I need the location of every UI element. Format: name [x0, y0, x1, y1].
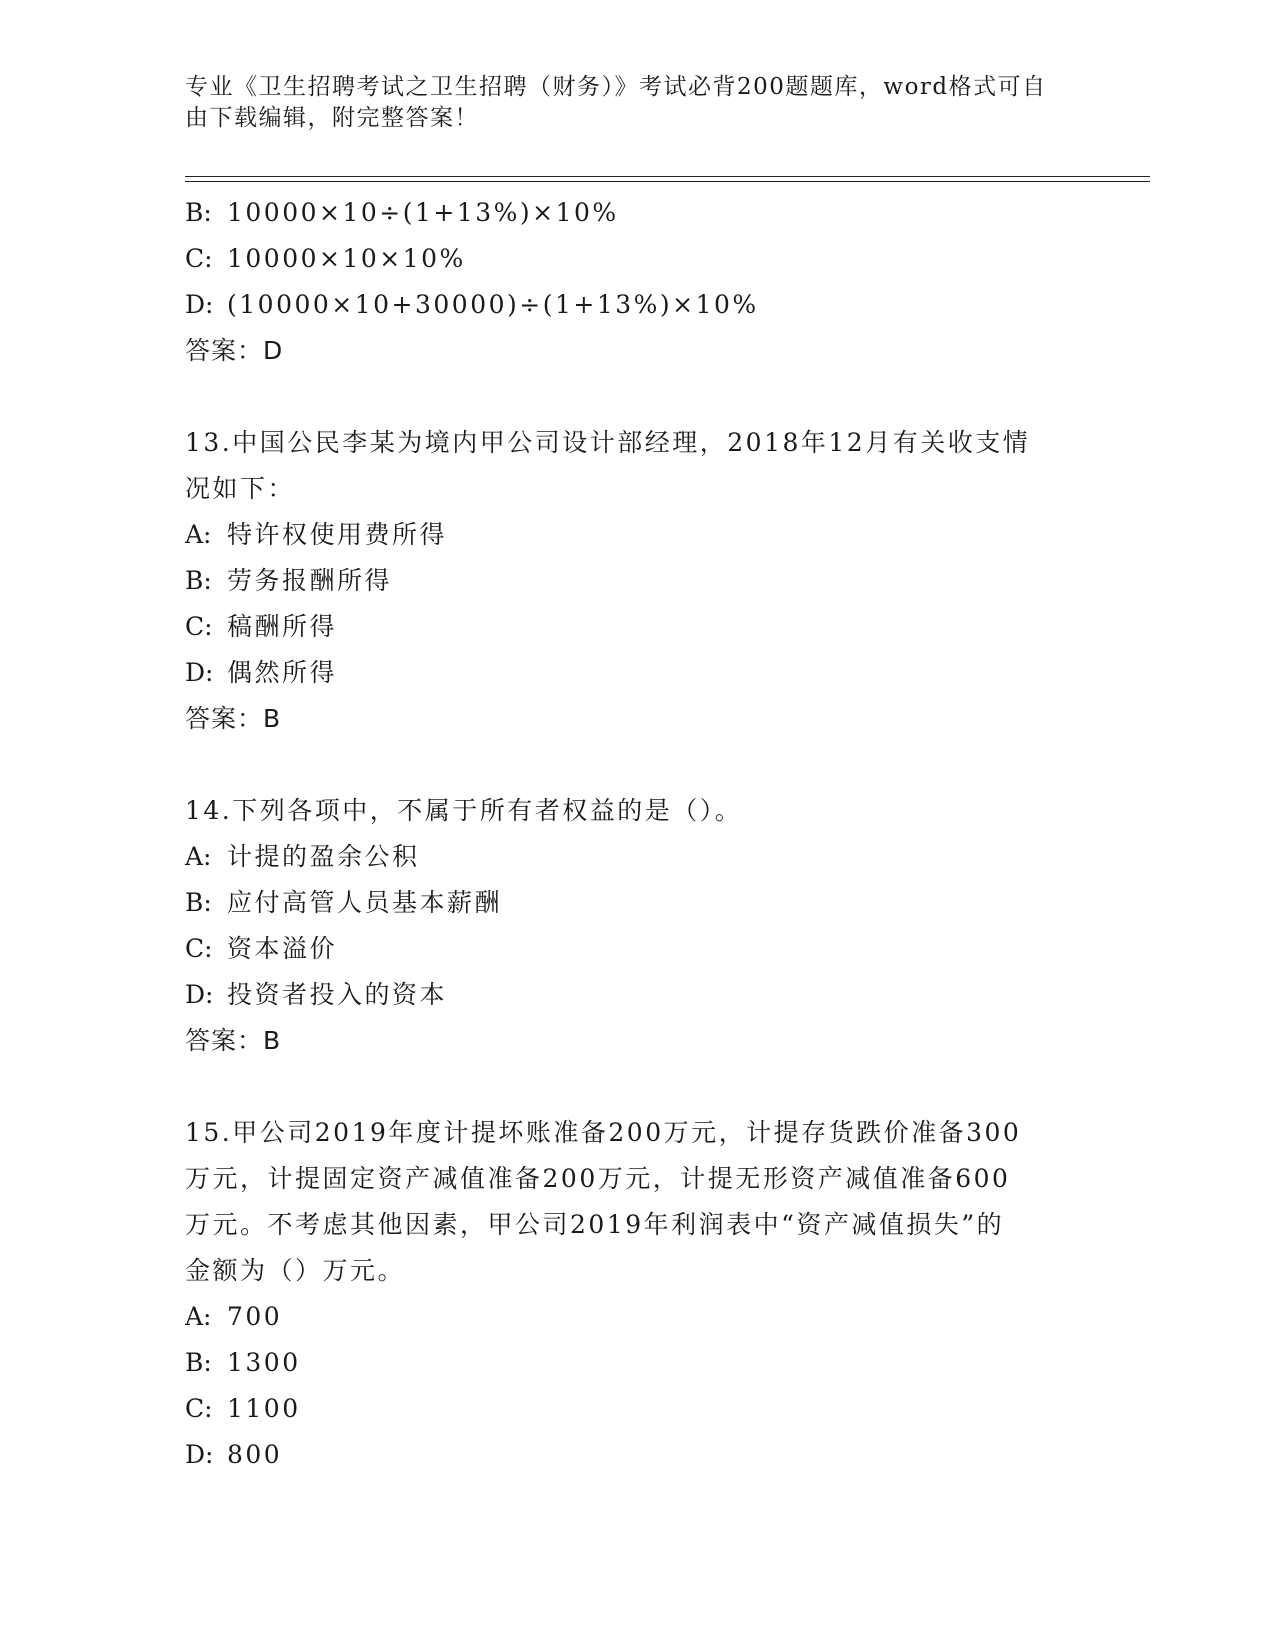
option-text: 800	[227, 1440, 283, 1469]
question-13	[185, 420, 1085, 742]
question-text	[185, 1110, 1065, 1294]
question-line: 14.下列各项中，不属于所有者权益的是（）。	[185, 796, 743, 825]
option-text: 1300	[227, 1348, 301, 1377]
option-label: A:	[185, 842, 212, 871]
answer-line: 答案：D	[185, 336, 284, 365]
spacer	[185, 374, 1085, 420]
option-b	[185, 1340, 1085, 1386]
option-d	[185, 972, 1085, 1018]
option-d	[185, 1432, 1085, 1478]
question-line: 况如下：	[185, 474, 296, 503]
option-label: B:	[185, 1348, 212, 1377]
question-text	[185, 420, 1065, 512]
option-label: B:	[185, 888, 212, 917]
option-a	[185, 834, 1085, 880]
question-line: 金额为（）万元。	[185, 1256, 406, 1285]
option-a	[185, 512, 1085, 558]
question-list	[185, 190, 1085, 1478]
header-divider-bottom	[185, 181, 1150, 182]
option-b	[185, 558, 1085, 604]
option-text: 劳务报酬所得	[227, 566, 393, 595]
option-c	[185, 1386, 1085, 1432]
option-text: 特许权使用费所得	[227, 520, 448, 549]
option-label: D:	[185, 290, 214, 319]
option-label: B:	[185, 198, 212, 227]
option-text: (10000×10+30000)÷(1+13%)×10%	[227, 290, 759, 319]
option-label: C:	[185, 244, 213, 273]
option-c	[185, 604, 1085, 650]
option-text: 偶然所得	[227, 658, 338, 687]
option-text: 资本溢价	[227, 934, 338, 963]
header-line-1: 专业《卫生招聘考试之卫生招聘（财务）》考试必背200题题库，word格式可自	[185, 74, 1047, 100]
option-c	[185, 236, 1085, 282]
option-a	[185, 1294, 1085, 1340]
question-text	[185, 788, 1065, 834]
question-line: 万元。不考虑其他因素，甲公司2019年利润表中“资产减值损失”的	[185, 1210, 1005, 1239]
option-label: D:	[185, 980, 214, 1009]
option-label: A:	[185, 1302, 212, 1331]
question-15	[185, 1110, 1085, 1478]
option-c	[185, 926, 1085, 972]
option-label: D:	[185, 1440, 214, 1469]
document-header	[185, 72, 1065, 134]
question-line: 万元，计提固定资产减值准备200万元，计提无形资产减值准备600	[185, 1164, 1011, 1193]
header-divider-top	[185, 176, 1150, 177]
spacer	[185, 742, 1085, 788]
option-text: 10000×10÷(1+13%)×10%	[227, 198, 619, 227]
option-label: A:	[185, 520, 212, 549]
option-text: 稿酬所得	[227, 612, 338, 641]
option-text: 700	[227, 1302, 283, 1331]
header-line-2: 由下载编辑，附完整答案！	[185, 105, 479, 131]
answer-line: 答案：B	[185, 1026, 282, 1055]
option-d	[185, 650, 1085, 696]
option-text: 10000×10×10%	[227, 244, 466, 273]
option-b	[185, 880, 1085, 926]
option-text: 1100	[227, 1394, 301, 1423]
answer-line: 答案：B	[185, 704, 282, 733]
option-d	[185, 282, 1085, 328]
option-label: C:	[185, 934, 213, 963]
question-line: 13.中国公民李某为境内甲公司设计部经理，2018年12月有关收支情	[185, 428, 1031, 457]
spacer	[185, 1064, 1085, 1110]
option-text: 应付高管人员基本薪酬	[227, 888, 503, 917]
option-label: B:	[185, 566, 212, 595]
option-label: D:	[185, 658, 214, 687]
option-label: C:	[185, 612, 213, 641]
option-b	[185, 190, 1085, 236]
question-12	[185, 190, 1085, 374]
option-text: 计提的盈余公积	[227, 842, 420, 871]
question-14	[185, 788, 1085, 1064]
option-text: 投资者投入的资本	[227, 980, 448, 1009]
option-label: C:	[185, 1394, 213, 1423]
question-line: 15.甲公司2019年度计提坏账准备200万元，计提存货跌价准备300	[185, 1118, 1022, 1147]
